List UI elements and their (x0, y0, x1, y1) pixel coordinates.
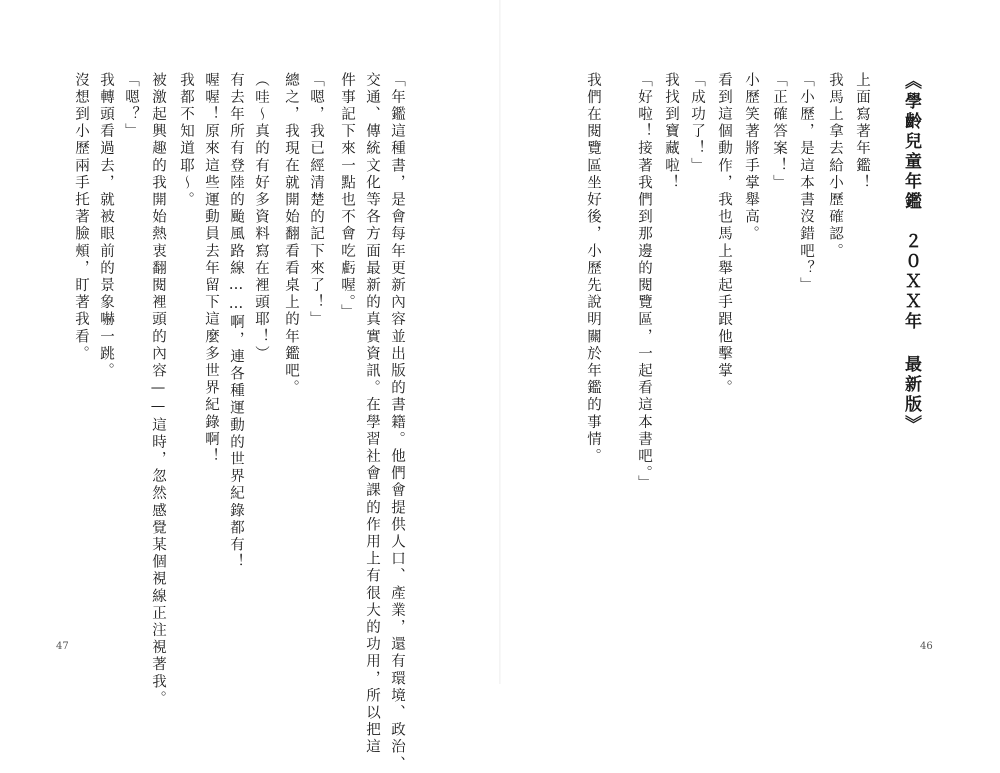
text-column: 小歷笑著將手掌舉高。 (743, 72, 759, 243)
text-column: 被激起興趣的我開始熱衷翻閱裡頭的內容——這時，忽然感覺某個視線正注視著我。 (150, 72, 166, 708)
right-page (500, 0, 1000, 684)
text-column: 看到這個動作，我也馬上舉起手跟他擊掌。 (716, 72, 732, 397)
text-column: 「成功了！」 (689, 72, 705, 175)
text-column: 交通、傳統文化等各方面最新的真實資訊。在學習社會課的作用上有很大的功用，所以把這 (364, 72, 380, 756)
page-number-right: 46 (920, 641, 933, 652)
text-column: 喔喔！原來這些運動員去年留下這麼多世界紀錄啊！ (203, 72, 219, 466)
text-column: 我找到寶藏啦！ (663, 72, 679, 192)
text-column: 「嗯？」 (123, 72, 139, 141)
text-column: 有去年所有登陸的颱風路線……啊，連各種運動的世界紀錄都有！ (228, 72, 244, 571)
text-column: 「正確答案！」 (771, 72, 787, 192)
text-column: 我們在閱覽區坐好後，小歷先說明關於年鑑的事情。 (585, 72, 601, 466)
text-column: 「好啦！接著我們到那邊的閱覽區，一起看這本書吧。」 (636, 72, 652, 493)
book-title-heading: 《學齡兒童年鑑 ２０ＸＸ年 最新版》 (901, 72, 921, 435)
text-column: 上面寫著年鑑！ (854, 72, 870, 192)
text-column: 「嗯，我已經清楚的記下來了！」 (308, 72, 324, 329)
text-column: 我馬上拿去給小歷確認。 (827, 72, 843, 261)
text-column: 我轉頭看過去，就被眼前的景象嚇一跳。 (98, 72, 114, 380)
text-column: （哇～真的有好多資料寫在裡頭耶！） (253, 72, 269, 363)
page-number-left: 47 (56, 641, 69, 652)
text-column: 沒想到小歷兩手托著臉頰，盯著我看。 (73, 72, 89, 363)
text-column: 「小歷，是這本書沒錯吧？」 (798, 72, 814, 295)
text-column: 「年鑑這種書，是會每年更新內容並出版的書籍。他們會提供人口、產業，還有環境、政治、 (389, 72, 405, 773)
text-column: 我都不知道耶～。 (178, 72, 194, 209)
text-column: 總之，我現在就開始翻看看桌上的年鑑吧。 (283, 72, 299, 397)
text-column: 件事記下來一點也不會吃虧喔。」 (339, 72, 355, 322)
